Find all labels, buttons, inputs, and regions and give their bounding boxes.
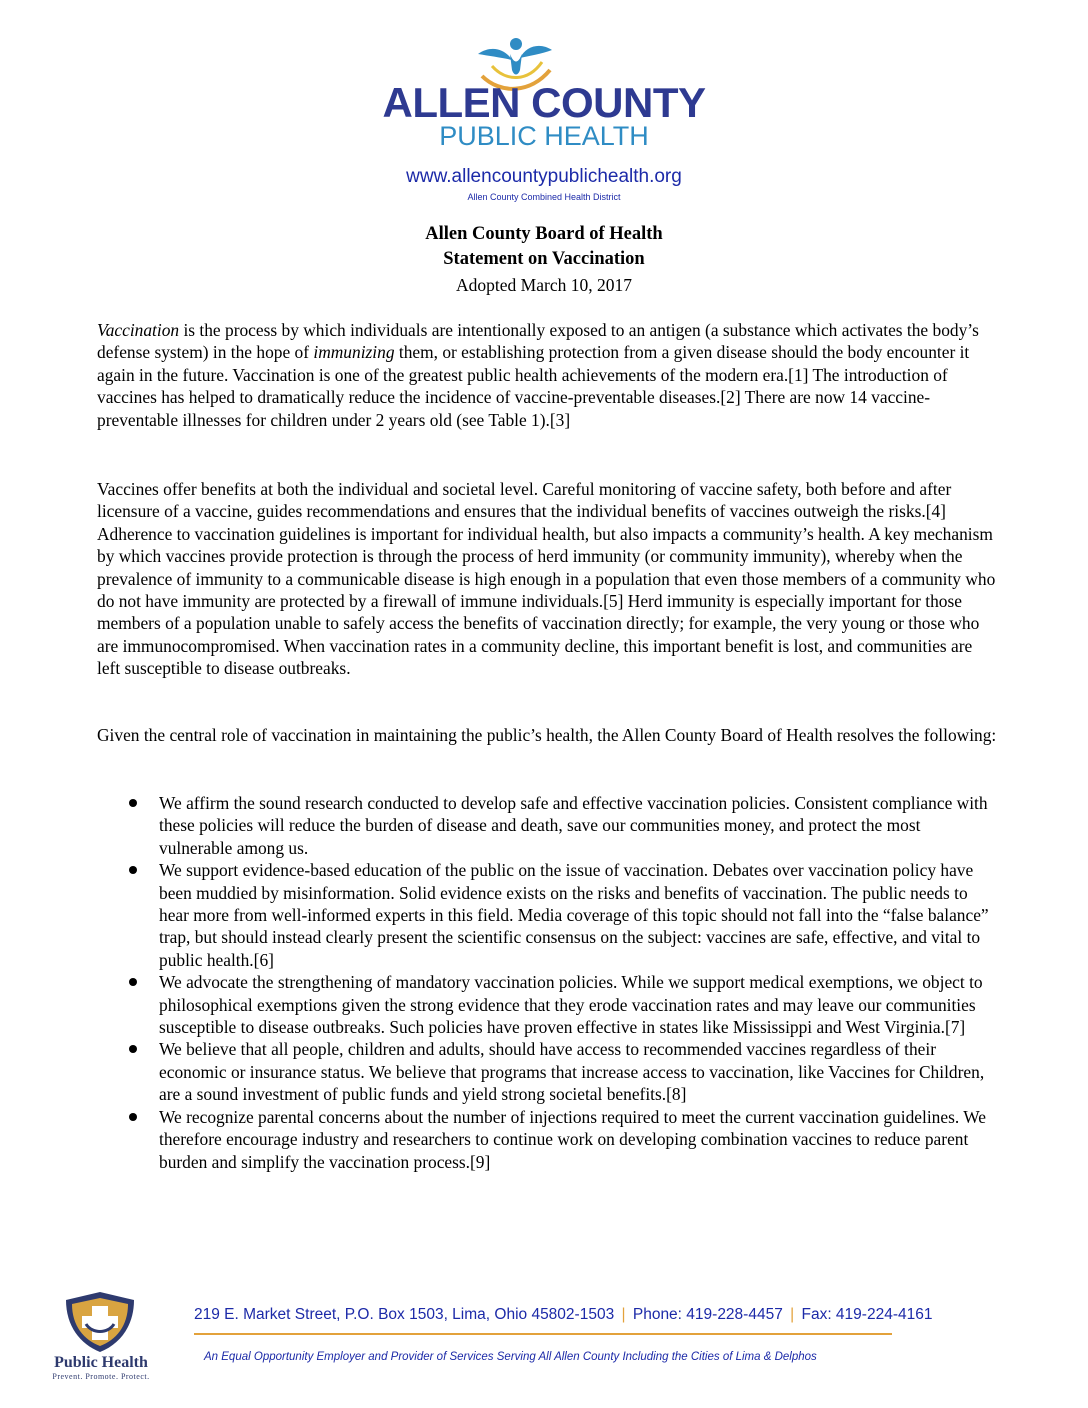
list-item-text: We believe that all people, children and adults, should have access to recommended vaccines regardless of their economic or insurance status. We believe that programs that increase access to vaccination, like Vaccines for Children, are a sound investment of public funds and yield strong societal benefits.[8] [159,1039,985,1105]
footer-contact-line [194,1305,933,1325]
paragraph-intro-text-1: is the process by which individuals are intentionally exposed to an antigen (a substance which activates the body’s defense system) in the hope of [97,320,979,363]
footer-fax: Fax: 419-224-4161 [801,1306,933,1323]
footer-divider [194,1333,892,1335]
footer-phone: Phone: 419-228-4457 [632,1306,783,1323]
bullet-icon [129,1113,137,1121]
footer-logo-name: Public Health [54,1354,148,1371]
document-subtitle: Statement on Vaccination [443,249,645,269]
list-item [97,859,997,971]
list-item [97,1106,997,1173]
list-item-text: We affirm the sound research conducted to develop safe and effective vaccination policies. Consistent compliance with these policies will reduce the burden of disease and death, save our communities money, and protect the most vulnerable among us. [159,793,988,858]
list-item [97,792,997,859]
paragraph-benefits: Vaccines offer benefits at both the individual and societal level. Careful monitoring of vaccine safety, both before and after licensure of a vaccine, guides recommendations and ensures that the individual benefits of vaccines outweigh the risks.[4] Adherence to vaccination guidelines is important for individual health, but also impacts a community’s health. A key mechanism by which vaccines provide protection is through the process of herd immunity (or community immunity), whereby when the prevalence of immunity to a communicable disease is high enough in a population that even those members of a community who do not have immunity are protected by a firewall of immune individuals.[5] Herd immunity is especially important for those members of a population unable to safely access the benefits of vaccination directly; for example, the very young or those who are immunocompromised. When vaccination rates in a community decline, this important benefit is lost, and communities are left susceptible to disease outbreaks. [97,479,996,679]
list-item [97,971,997,1038]
district-name: Allen County Combined Health District [467,192,621,202]
list-item-text: We recognize parental concerns about the number of injections required to meet the current vaccination guidelines. We therefore encourage industry and researchers to continue work on developing combination vaccines to reduce parent burden and simplify the vaccination process.[9] [159,1106,986,1172]
footer-logo-tagline: Prevent. Promote. Protect. [52,1372,150,1381]
term-vaccination: Vaccination [97,320,180,340]
logo-subtitle: PUBLIC HEALTH [439,121,649,151]
paragraph-resolution: Given the central role of vaccination in maintaining the public’s health, the Allen County Board of Health resolves the following: [97,725,997,745]
footer-eeo-statement: An Equal Opportunity Employer and Provider of Services Serving All Allen County Including the Cities of Lima & Delphos [204,1351,817,1363]
list-item-text: We advocate the strengthening of mandatory vaccination policies. While we support medical exemptions, we object to philosophical exemptions given the strong evidence that they erode vaccination rates and may leave our communities susceptible to disease outbreaks. Such policies have proven effective in states like Mississippi and West Virginia.[7] [159,972,983,1038]
bullet-icon [129,978,137,986]
logo-title: ALLEN COUNTY [382,79,706,126]
list-item-text: We support evidence-based education of the public on the issue of vaccination. Debates over vaccination policy have been muddied by misinformation. Solid evidence exists on the risks and benefits of vaccination. The public needs to hear more from well-informed experts in this field. Media coverage of this topic should not fall into the “false balance” trap, but should instead clearly present the scientific consensus on the subject: vaccines are safe, effective, and vital to public health.[6] [159,860,989,970]
bullet-icon [129,1045,137,1053]
bullet-icon [129,866,137,874]
public-health-shield-icon [62,1290,138,1354]
term-immunizing: immunizing [313,342,395,363]
footer-address: 219 E. Market Street, P.O. Box 1503, Lima, Ohio 45802-1503 [194,1306,615,1323]
document-title: Allen County Board of Health [425,224,663,244]
paragraph-intro [97,319,997,431]
bullet-icon [129,799,137,807]
paragraph-intro-text-2: them, or establishing protection from a given disease should the body encounter it again in the future. Vaccination is one of the greatest public health achievements of the modern era.[1] The introduction of vaccines has helped to dramatically reduce the incidence of vaccine-preventable diseases.[2] There are now 14 vaccine-preventable illnesses for children under 2 years old (see Table 1).[3] [97,342,970,430]
footer-separator: | [790,1306,795,1323]
footer-separator: | [621,1306,626,1323]
website-link[interactable]: www.allencountypublichealth.org [406,166,682,187]
resolution-list [97,792,997,1173]
list-item [97,1038,997,1105]
adopted-date: Adopted March 10, 2017 [456,275,632,295]
